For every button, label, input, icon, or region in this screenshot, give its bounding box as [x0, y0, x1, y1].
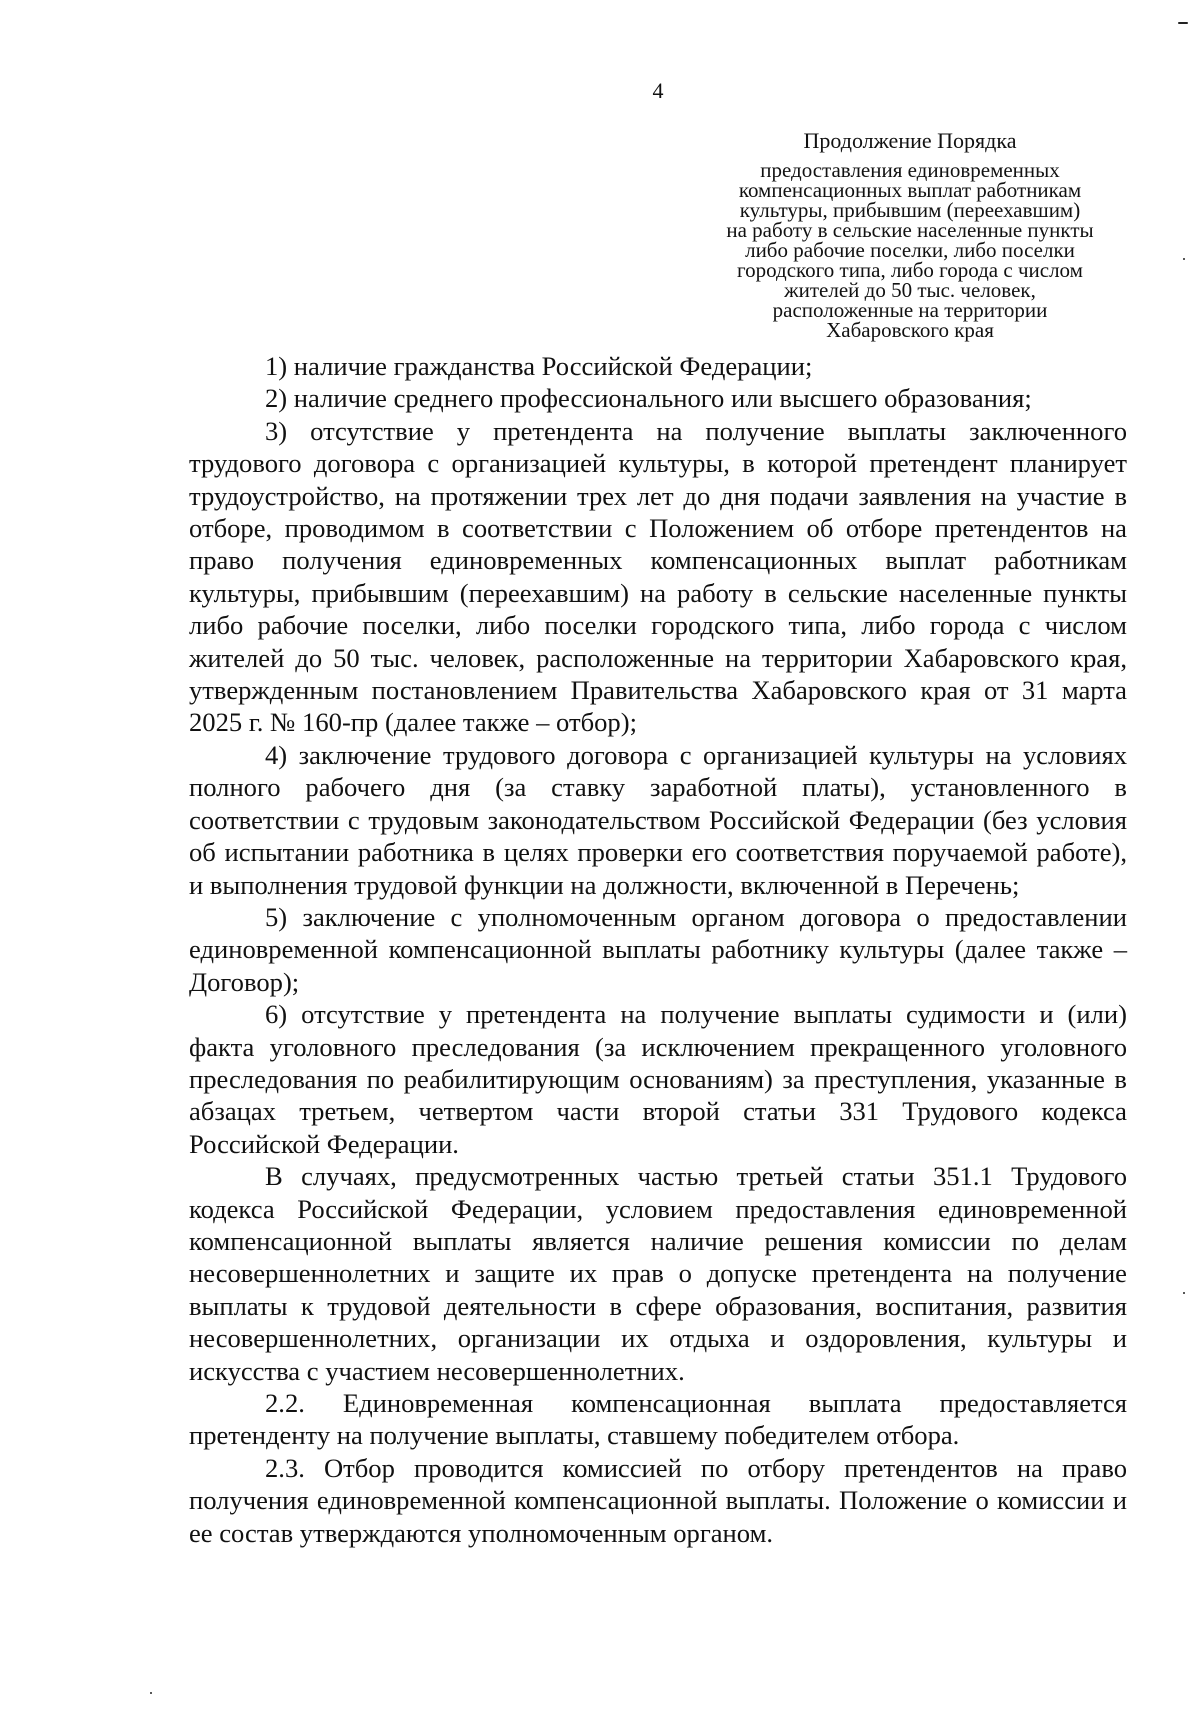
paragraph-item-1: 1) наличие гражданства Российской Федерации;: [265, 351, 813, 381]
scan-speck: [1178, 22, 1188, 24]
header-line: жителей до 50 тыс. человек,: [784, 278, 1036, 302]
paragraph-2-2: 2.2. Единовременная компенсационная выплата предоставляется претенденту на получение выплаты, ставшему победителем отбора.: [189, 1388, 1127, 1451]
paragraph-item-3: 3) отсутствие у претендента на получение выплаты заключенного трудового договора с организацией культуры, в которой претендент планирует трудоустройство, на протяжении трех лет до дня подачи заявления на участие в отборе, проводимом в соответствии с Положением об отборе претендентов на право получения единовременных компенсационных выплат работникам культуры, прибывшим (переехавшим) на работу в сельские населенные пункты либо рабочие поселки, либо поселки городского типа, либо города с числом жителей до 50 тыс. человек, расположенные на территории Хабаровского края, утвержденным постановлением Правительства Хабаровского края от 31 марта 2025 г. № 160-пр (далее также – отбор);: [189, 415, 1127, 738]
header-line: на работу в сельские населенные пункты: [726, 218, 1094, 242]
header-line: либо рабочие поселки, либо поселки: [745, 238, 1075, 262]
header-title: Продолжение Порядка: [803, 128, 1017, 153]
paragraph-item-6: 6) отсутствие у претендента на получение выплаты судимости и (или) факта уголовного преследования (за исключением прекращенного уголовного преследования по реабилитирующим основаниям) за преступления, указанные в абзацах третьем, четвертом части второй статьи 331 Трудового кодекса Российской Федерации.: [189, 999, 1127, 1159]
scan-speck: [1183, 258, 1185, 260]
page-number: 4: [652, 78, 664, 103]
header-line: культуры, прибывшим (переехавшим): [739, 198, 1081, 222]
paragraph-special-cases: В случаях, предусмотренных частью третьей статьи 351.1 Трудового кодекса Российской Федерации, условием предоставления единовременной компенсационной выплаты является наличие решения комиссии по делам несовершеннолетних и защите их прав о допуске претендента на получение выплаты к трудовой деятельности в сфере образования, воспитания, развития несовершеннолетних, организации их отдыха и оздоровления, культуры и искусства с участием несовершеннолетних.: [189, 1161, 1127, 1386]
paragraph-item-2: 2) наличие среднего профессионального или высшего образования;: [265, 383, 1032, 414]
header-line: Хабаровского края: [826, 318, 994, 342]
header-line: городского типа, либо города с числом: [737, 258, 1083, 282]
scan-speck: [150, 1692, 152, 1694]
header-line: предоставления единовременных: [760, 158, 1060, 182]
paragraph-item-5: 5) заключение с уполномоченным органом договора о предоставлении единовременной компенсационной выплаты работнику культуры (далее также – Договор);: [189, 901, 1127, 997]
document-body: [189, 350, 1127, 1549]
header-line: компенсационных выплат работникам: [738, 178, 1082, 202]
continuation-header: [690, 128, 1130, 340]
paragraph-item-4: 4) заключение трудового договора с организацией культуры на условиях полного рабочего дня (за ставку заработной платы), установленного в соответствии с трудовым законодательством Российской Федерации (без условия об испытании работника в целях проверки его соответствия поручаемой работе), и выполнения трудовой функции на должности, включенной в Перечень;: [189, 739, 1127, 900]
paragraph-2-3: 2.3. Отбор проводится комиссией по отбору претендентов на право получения единовременной компенсационной выплаты. Положение о комиссии и ее состав утверждаются уполномоченным органом.: [189, 1452, 1127, 1548]
header-line: расположенные на территории: [772, 298, 1048, 322]
scan-speck: [1183, 1292, 1185, 1294]
